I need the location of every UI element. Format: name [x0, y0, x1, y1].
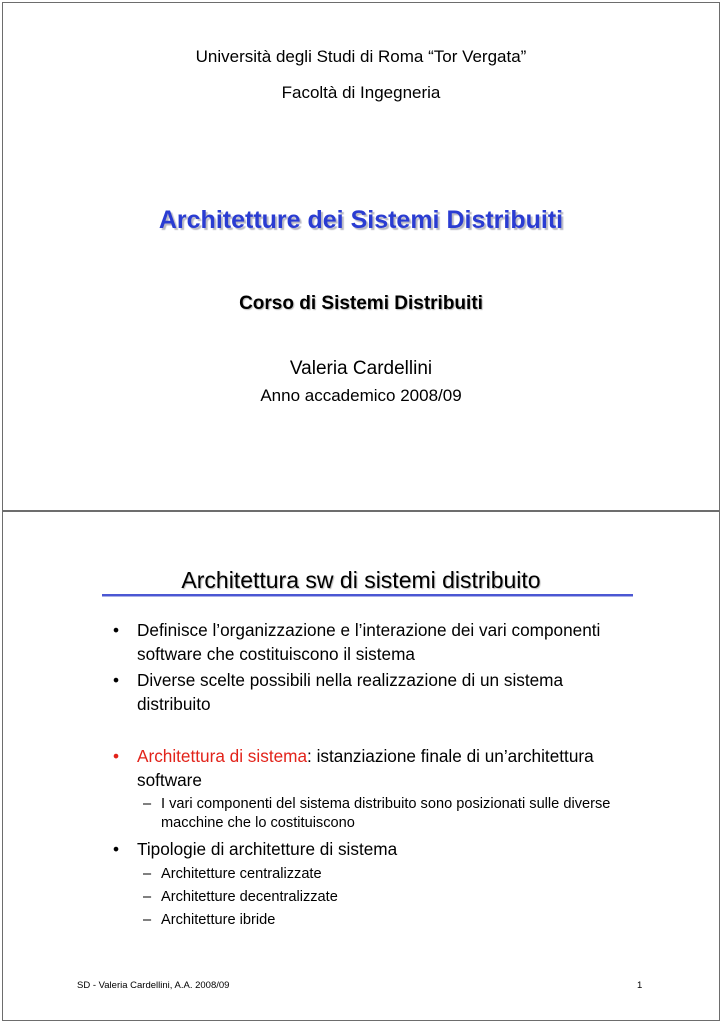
university-name: Università degli Studi di Roma “Tor Vergata”: [195, 47, 527, 66]
bullet-text: : istanziazione finale di un’architettura software: [137, 746, 594, 790]
title-slide: [2, 2, 720, 511]
academic-year: Anno accademico 2008/09: [260, 386, 462, 405]
highlighted-term: Architettura di sistema: [137, 746, 308, 766]
bullet-glyph: •: [113, 746, 120, 766]
sub-bullet-item: [113, 888, 633, 907]
bullet-glyph: •: [113, 839, 120, 859]
bullet-glyph: •: [113, 670, 120, 690]
bullet-text: Tipologie di architetture di sistema: [137, 839, 398, 859]
faculty-name: Facoltà di Ingegneria: [281, 83, 441, 102]
bullet-item: [113, 619, 633, 666]
sub-bullet-text: I vari componenti del sistema distribuito sono posizionati sulle diverse macchine che lo costituiscono: [161, 796, 611, 831]
sub-bullet-text: Architetture ibride: [161, 911, 276, 928]
dash-glyph: –: [143, 796, 152, 812]
bullet-item: [113, 838, 633, 862]
bullet-list: [113, 619, 633, 930]
dash-glyph: –: [143, 865, 152, 882]
slide-title: Architettura sw di sistemi distribuito: [181, 567, 541, 593]
sub-bullet-item: [113, 795, 633, 833]
bullet-item: [113, 745, 633, 792]
footer-text: SD - Valeria Cardellini, A.A. 2008/09: [77, 980, 230, 991]
title-underline: [102, 594, 633, 597]
sub-bullet-text: Architetture centralizzate: [161, 865, 322, 882]
content-slide: [2, 511, 720, 1021]
page-number: 1: [637, 980, 643, 991]
sub-bullet-item: [113, 911, 633, 930]
bullet-item: [113, 669, 633, 716]
course-name: Corso di Sistemi Distribuiti: [239, 293, 483, 314]
spacer: [113, 719, 633, 745]
presentation-title: Architetture dei Sistemi Distribuiti: [158, 206, 564, 234]
dash-glyph: –: [143, 911, 152, 928]
author-name: Valeria Cardellini: [289, 358, 433, 379]
bullet-text: Diverse scelte possibili nella realizzazione di un sistema distribuito: [137, 670, 564, 714]
bullet-text: Definisce l’organizzazione e l’interazione dei vari componenti software che costituiscono il sistema: [137, 620, 601, 664]
dash-glyph: –: [143, 888, 152, 905]
sub-bullet-item: [113, 865, 633, 884]
sub-bullet-text: Architetture decentralizzate: [161, 888, 338, 905]
bullet-glyph: •: [113, 620, 120, 640]
